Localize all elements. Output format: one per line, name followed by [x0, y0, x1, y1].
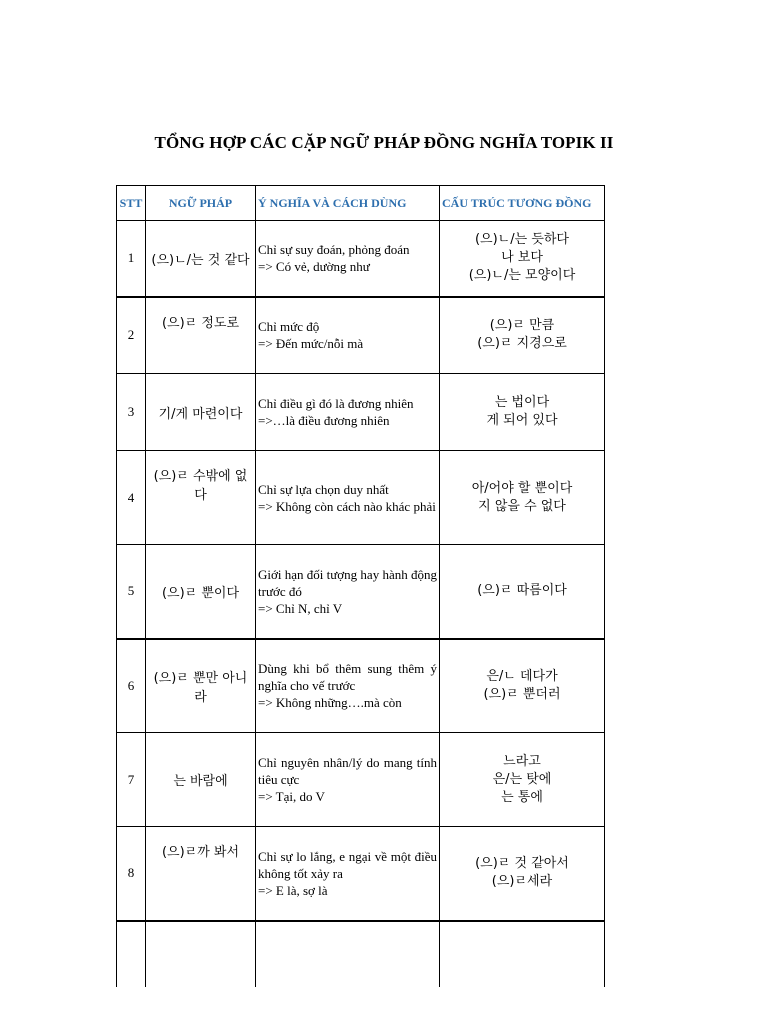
- meaning-line: Giới hạn đối tượng hay hành động trước đó: [258, 566, 437, 599]
- similar-line: (으)ㄴ/는 모양이다: [468, 268, 576, 284]
- meaning-line: => Chỉ N, chỉ V: [258, 600, 343, 616]
- row-meaning: [256, 221, 440, 297]
- table-row: [117, 639, 605, 733]
- similar-line: (으)ㄹ 따름이다: [477, 583, 567, 599]
- similar-line: 느라고: [503, 753, 541, 769]
- row-meaning: [256, 639, 440, 733]
- table-row: [117, 451, 605, 545]
- meaning-line: Dùng khi bổ thêm sung thêm ý nghĩa cho vế trước: [258, 661, 437, 694]
- row-similar: [440, 827, 605, 921]
- table-row: [117, 374, 605, 451]
- similar-line: 는 법이다: [494, 395, 550, 410]
- meaning-line: => Có vẻ, dường như: [258, 259, 370, 275]
- meaning-line: Chỉ sự lựa chọn duy nhất: [258, 481, 389, 497]
- similar-line: (으)ㄹ세라: [491, 874, 553, 890]
- table-row: [117, 733, 605, 827]
- row-grammar: (으)ㄹ까 봐서: [146, 827, 256, 921]
- similar-line: 게 되어 있다: [486, 413, 558, 428]
- meaning-line: => E là, sợ là: [258, 882, 328, 898]
- row-stt: 8: [117, 827, 146, 921]
- row-meaning: [256, 733, 440, 827]
- empty-cell: [256, 921, 440, 987]
- row-similar: [440, 374, 605, 451]
- row-similar: [440, 221, 605, 297]
- empty-table-row: [117, 921, 605, 987]
- row-meaning: [256, 451, 440, 545]
- header-stt: STT: [117, 186, 146, 221]
- row-meaning: [256, 545, 440, 639]
- table-header-row: [117, 186, 605, 221]
- row-stt: 3: [117, 374, 146, 451]
- meaning-line: => Tại, do V: [258, 789, 325, 804]
- meaning-line: => Không còn cách nào khác phải: [258, 498, 436, 514]
- similar-line: (으)ㄹ 만큼: [489, 318, 555, 334]
- meaning-line: Chỉ điều gì đó là đương nhiên: [258, 396, 414, 411]
- row-grammar: 는 바람에: [146, 733, 256, 827]
- similar-line: 나 보다: [501, 250, 543, 266]
- similar-line: (으)ㄹ 뿐더러: [483, 686, 561, 702]
- meaning-line: Chỉ sự lo lắng, e ngại về một điều không tốt xảy ra: [258, 848, 437, 881]
- row-stt: 7: [117, 733, 146, 827]
- similar-line: 은/는 탓에: [492, 771, 552, 787]
- row-stt: 4: [117, 451, 146, 545]
- meaning-line: Chỉ sự suy đoán, phỏng đoán: [258, 242, 410, 258]
- grammar-table: [116, 185, 605, 987]
- meaning-line: => Đến mức/nỗi mà: [258, 336, 364, 352]
- row-meaning: [256, 827, 440, 921]
- empty-cell: [117, 921, 146, 987]
- row-grammar: (으)ㄹ 뿐만 아니라: [146, 639, 256, 733]
- page-title: TỔNG HỢP CÁC CẶP NGỮ PHÁP ĐỒNG NGHĨA TOPIK II: [154, 133, 614, 152]
- table-row: [117, 297, 605, 374]
- row-similar: [440, 639, 605, 733]
- row-stt: 1: [117, 221, 146, 297]
- row-stt: 2: [117, 297, 146, 374]
- row-similar: [440, 297, 605, 374]
- row-stt: 5: [117, 545, 146, 639]
- row-stt: 6: [117, 639, 146, 733]
- row-meaning: [256, 374, 440, 451]
- header-meaning: Ý NGHĨA VÀ CÁCH DÙNG: [256, 186, 440, 221]
- similar-line: 지 않을 수 없다: [478, 498, 566, 514]
- similar-line: 아/어야 할 뿐이다: [471, 480, 573, 496]
- meaning-line: Chỉ nguyên nhân/lý do mang tính tiêu cực: [258, 755, 437, 787]
- header-similar: CẤU TRÚC TƯƠNG ĐỒNG: [440, 186, 605, 221]
- table-row: [117, 221, 605, 297]
- row-grammar: (으)ㄴ/는 것 같다: [146, 221, 256, 297]
- similar-line: (으)ㄴ/는 듯하다: [474, 232, 569, 248]
- meaning-line: =>…là điều đương nhiên: [258, 413, 390, 428]
- empty-cell: [440, 921, 605, 987]
- row-grammar: 기/게 마련이다: [146, 374, 256, 451]
- row-similar: [440, 733, 605, 827]
- similar-line: (으)ㄹ 것 같아서: [475, 856, 569, 872]
- row-similar: [440, 545, 605, 639]
- header-grammar: NGỮ PHÁP: [146, 186, 256, 221]
- row-similar: [440, 451, 605, 545]
- similar-line: 은/ㄴ 데다가: [486, 668, 558, 684]
- row-meaning: [256, 297, 440, 374]
- empty-cell: [146, 921, 256, 987]
- meaning-line: => Không những….mà còn: [258, 695, 402, 711]
- table-row: [117, 827, 605, 921]
- similar-line: 는 통에: [501, 789, 543, 805]
- table-row: [117, 545, 605, 639]
- row-grammar: (으)ㄹ 정도로: [146, 297, 256, 374]
- row-grammar: (으)ㄹ 수밖에 없다: [146, 451, 256, 545]
- similar-line: (으)ㄹ 지경으로: [477, 336, 567, 352]
- meaning-line: Chỉ mức độ: [258, 319, 320, 335]
- row-grammar: (으)ㄹ 뿐이다: [146, 545, 256, 639]
